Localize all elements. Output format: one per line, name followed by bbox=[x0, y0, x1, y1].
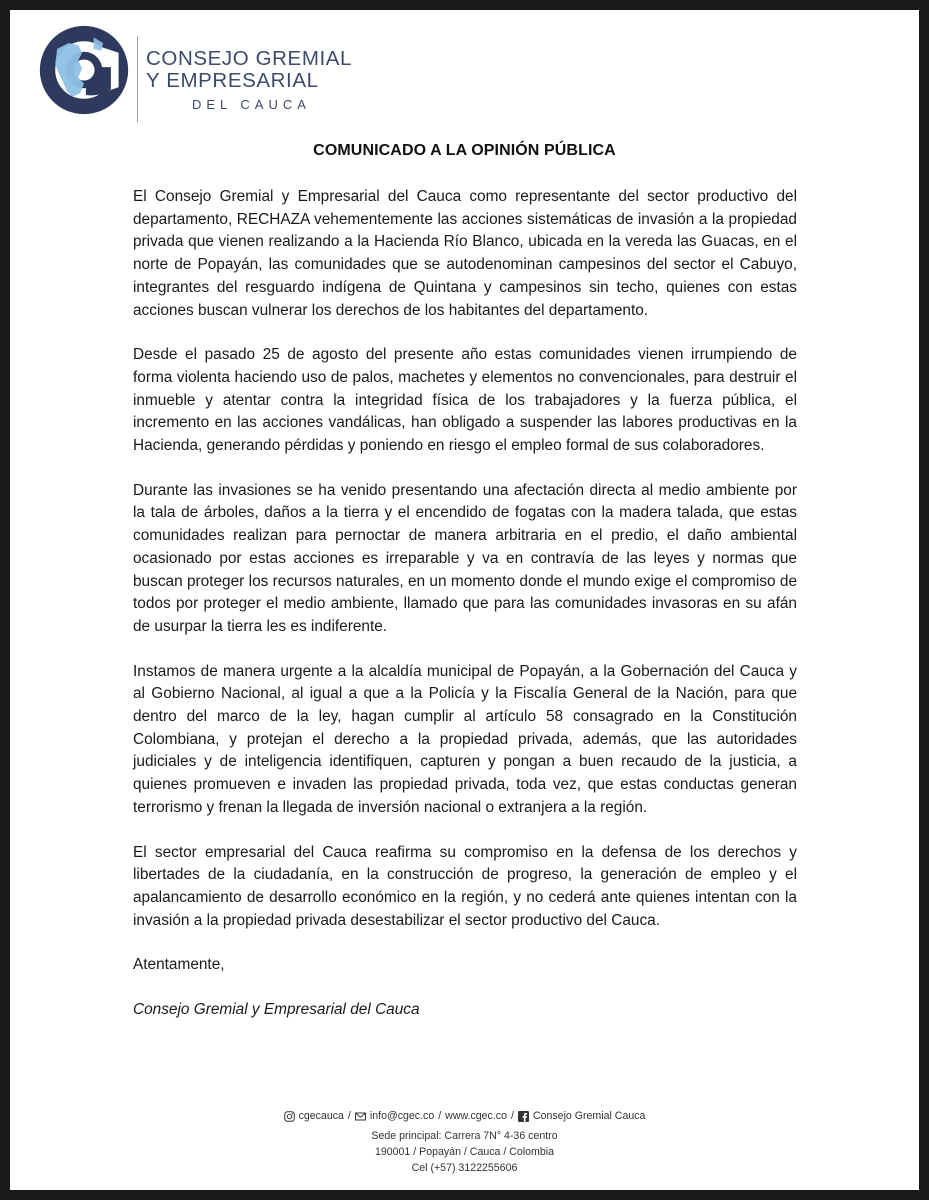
document-page bbox=[10, 10, 919, 1190]
mail-icon bbox=[355, 1111, 366, 1122]
city-line: 190001 / Popayán / Cauca / Colombia bbox=[374, 1146, 555, 1158]
letterhead-logo bbox=[36, 22, 456, 122]
paragraph-5: El sector empresarial del Cauca reafirma su compromiso en la defensa de los derechos y libertades de la ciudadanía, en la construcción de progreso, la generación de empleo y el apalancamiento de desarrollo económico en la región, y no cederá ante quienes intentan con la invasión a la propiedad privada desestabilizar el sector productivo del Cauca. bbox=[133, 843, 797, 929]
paragraph-4: Instamos de manera urgente a la alcaldía municipal de Popayán, a la Gobernación del Cauca y al Gobierno Nacional, al igual a que a la Policía y la Fiscalía General de la Nación, para que dentro del marco de la ley, hagan cumplir al artículo 58 consagrado en la Constitución Colombiana, y protejan el derecho a la propiedad privada, además, que las autoridades judiciales y de inteligencia identifiquen, capturen y pongan a buen recaudo de la justicia, a quienes promueven e invaden las propiedad privada, toda vez, que estas conductas generan terrorismo y frenan la llegada de inversión nacional o extranjera a la región. bbox=[133, 662, 797, 816]
instagram-icon bbox=[284, 1111, 295, 1122]
separator: / bbox=[347, 1110, 351, 1122]
paragraph-2: Desde el pasado 25 de agosto del presente año estas comunidades vienen irrumpiendo de forma violenta haciendo uso de palos, machetes y elementos no convencionales, para destruir el inmueble y atentar contra la integridad física de los trabajadores y la fuerza pública, el incremento en las acciones vandálicas, han obligado a suspender las labores productivas en la Hacienda, generando pérdidas y poniendo en riesgo el empleo formal de sus colaboradores. bbox=[133, 346, 797, 455]
logo-divider bbox=[137, 36, 138, 122]
website-text: www.cgec.co bbox=[445, 1110, 507, 1122]
paragraph-3: Durante las invasiones se ha venido presentando una afectación directa al medio ambiente por la tala de árboles, daños a la tierra y el encendido de fogatas con la madera talada, que estas comunidades realizan para pernoctar de manera arbitraria en el predio, el daño ambiental ocasionado por estas acciones es irreparable y va en contravía de las leyes y normas que buscan proteger los recursos naturales, en un momento donde el mundo exige el compromiso de todos por proteger el medio ambiente, llamado que para las comunidades invasoras en su afán de usurpar la tierra les es indiferente. bbox=[133, 481, 797, 635]
facebook-icon bbox=[518, 1111, 529, 1122]
signature-line: Consejo Gremial y Empresarial del Cauca bbox=[133, 1001, 420, 1019]
email-text: info@cgec.co bbox=[369, 1110, 435, 1122]
facebook-page-text: Consejo Gremial Cauca bbox=[532, 1110, 646, 1122]
closing-line: Atentamente, bbox=[133, 956, 225, 974]
instagram-handle: cgecauca bbox=[298, 1110, 344, 1122]
phone-line: Cel (+57) 3122255606 bbox=[411, 1162, 518, 1174]
paragraph-1: El Consejo Gremial y Empresarial del Cauca como representante del sector productivo del departamento, RECHAZA vehementemente las acciones sistemáticas de invasión a la propiedad privada que vienen realizando a la Hacienda Río Blanco, ubicada en la vereda las Guacas, en el norte de Popayán, las comunidades que se autodenominan campesinos del sector el Cabuyo, integrantes del resguardo indígena de Quintana y campesinos sin techo, quienes con estas acciones buscan vulnerar los derechos de los habitantes del departamento. bbox=[133, 188, 797, 319]
separator: / bbox=[511, 1110, 514, 1122]
logo-line-1: CONSEJO GREMIAL bbox=[146, 47, 353, 70]
separator: / bbox=[438, 1110, 442, 1122]
logo-wordmark bbox=[146, 48, 352, 112]
logo-line-3: DEL CAUCA bbox=[192, 97, 311, 112]
document-title: COMUNICADO A LA OPINIÓN PÚBLICA bbox=[313, 142, 616, 159]
address-line: Sede principal: Carrera 7N° 4-36 centro bbox=[371, 1130, 558, 1142]
cgec-logo-mark bbox=[36, 22, 132, 118]
logo-line-2: Y EMPRESARIAL bbox=[146, 69, 319, 92]
contact-line bbox=[10, 1108, 919, 1124]
document-body bbox=[133, 186, 797, 1022]
letterhead-footer bbox=[10, 1108, 919, 1176]
